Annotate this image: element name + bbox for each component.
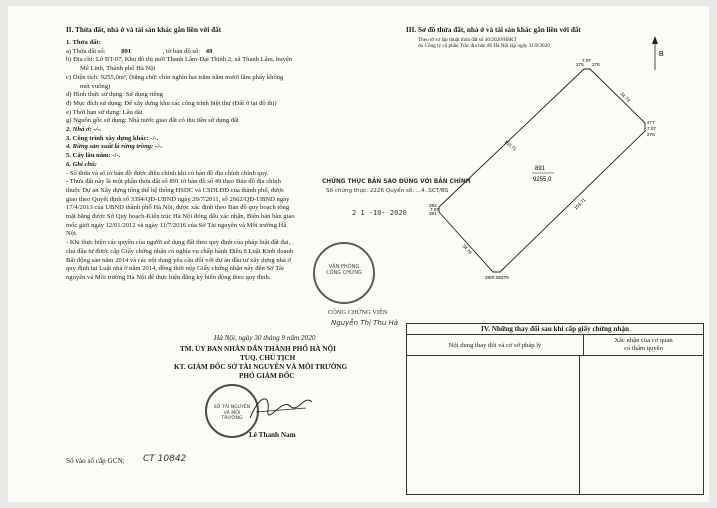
origin: g) Nguồn gốc sử dụng: Nhà nước giao đất có thu tiền sử dụng đất: [66, 117, 239, 125]
sign-org1: TM. ỦY BAN NHÂN DÂN THÀNH PHỐ HÀ NỘI: [180, 345, 336, 353]
pt-278: 278: [647, 132, 655, 137]
signature-scribble: [246, 388, 316, 428]
sign-org3: KT. GIÁM ĐỐC SỞ TÀI NGUYÊN VÀ MÔI TRƯỜNG: [174, 363, 348, 371]
building: 3. Công trình xây dựng khác: -/-.: [66, 134, 159, 142]
note-8: - Khi thực hiện các quyền của người sử dụng đất theo quy định của pháp luật đất đai,: [66, 239, 291, 247]
note-2: thuộc Dự án Xây dựng tổng thể hệ thống HSDC và CSDLĐĐ của thành phố, được: [66, 186, 285, 194]
area-line2: mét vuông): [80, 82, 111, 90]
pt-275: 275: [576, 62, 584, 67]
note-6: mốc giới ngày 12/01/2012 và ngày 11/7/2016 của Sở Tài nguyên và Môi trường Hà: [66, 221, 287, 229]
dim-se-long: 153.71: [573, 197, 587, 211]
area-line1: c) Diện tích: 9255,0m², (bằng chữ: chín nghìn hai trăm năm mươi lăm phẩy không: [66, 73, 284, 81]
parcel-diagram: [408, 32, 708, 294]
col-confirm-line2: có thẩm quyền: [624, 344, 663, 352]
note-11: quy định tại Luật nhà ở năm 2014, đồng thời nộp Giấy chứng nhận này đến Sở Tài: [66, 265, 284, 273]
dim-bottom: 7.08: [492, 275, 501, 280]
signer-name: Lê Thanh Nam: [249, 431, 296, 439]
sheet-no: 49: [205, 47, 213, 55]
sign-org2: TUQ. CHỦ TỊCH: [240, 354, 296, 362]
note-4: 17/4/2013 của UBND thành phố Hà Nội, được xác định theo Bản đồ quy hoạch tổng: [66, 204, 290, 212]
parcel-area-label: 9255,0: [533, 177, 552, 183]
note-3: giao theo Quyết định số 3394/QĐ-UBND ngày 20/7/2011, số 2662/QĐ-UBND ngày: [66, 195, 290, 203]
notary-name: Nguyễn Thị Thu Hà: [331, 319, 399, 327]
house: 2. Nhà ở: -/-.: [66, 126, 102, 134]
pt-277: 277: [647, 120, 655, 125]
dim-sw: 34.79: [461, 243, 473, 256]
copy-stamp-line2: Số chứng thực: 2226 Quyển số: ...4..SCT/BS: [326, 188, 449, 194]
changes-table: [406, 323, 704, 495]
dim-left-short: 7.07: [430, 207, 439, 212]
purpose: đ) Mục đích sử dụng: Để xây dựng khu các công trình biệt thự (Đất ở tại đô thị): [66, 99, 277, 107]
col-content-header: Nội dung thay đổi và cơ sở pháp lý: [407, 335, 584, 355]
parcel-label: a) Thửa đất số:: [66, 47, 106, 55]
address-line1: b) Địa chỉ: Lô BT-07, Khu đô thị mới Thanh Lâm-Đại Thịnh 2, xã Thanh Lâm, huyện: [66, 56, 293, 64]
col-confirm-line1: Xác nhận của cơ quan: [614, 337, 673, 344]
col-confirm-header: [584, 335, 703, 355]
pt-281: 281: [429, 211, 437, 216]
perennial: 5. Cây lâu năm: -/-.: [66, 152, 121, 160]
address-line2: Mê Linh, Thành phố Hà Nội: [80, 65, 156, 73]
section-ii-title: II. Thửa đất, nhà ở và tài sản khác gắn liền với đất: [66, 26, 222, 34]
gcn-label: Số vào sổ cấp GCN:: [66, 457, 125, 465]
basis-line2: do Công ty cổ phần Trắc địa bản đồ Hà Nội lập ngày 31/8/2020: [418, 43, 550, 49]
changes-content-cell: [407, 356, 580, 494]
dim-ne: 34.79: [619, 91, 631, 103]
pt-279: 279: [501, 275, 509, 280]
parcel-number-label: 891: [535, 166, 546, 172]
section-iv-title: IV. Những thay đổi sau khi cấp giấy chứng nhận: [407, 324, 703, 335]
pt-276: 276: [592, 62, 600, 67]
forest: 4. Rừng sản xuất là rừng trồng: -/-.: [66, 143, 163, 151]
note-1: - Thửa đất này là một phần thửa đất số 891 tờ bản đồ số 49 theo Bản đồ địa chính: [66, 178, 281, 186]
land-title: 1. Thửa đất:: [66, 39, 101, 46]
parcel-row: [66, 48, 396, 57]
dim-top: 7.07: [582, 58, 591, 63]
note-7: Nội.: [66, 230, 78, 238]
note-10: Bất động sản năm 2014 và các nội dung yêu cầu đối với dự án đầu tư xây dựng nhà ở: [66, 256, 291, 264]
pt-280: 280: [485, 275, 493, 280]
changes-confirm-cell: [580, 356, 703, 494]
section-iii-title: III. Sơ đồ thửa đất, nhà ở và tài sản khác gắn liền với đất: [406, 26, 581, 34]
north-label: B: [659, 51, 664, 58]
notary-seal: [313, 242, 375, 304]
sign-title: PHÓ GIÁM ĐỐC: [239, 372, 295, 380]
note-9: chủ đầu tư được cấp Giấy chứng nhận có nghĩa vụ chấp hành Điều 8 Luật Kinh doanh: [66, 247, 294, 255]
pt-282: 282: [429, 203, 437, 208]
seal-text: SỞ TÀI NGUYÊN VÀ MÔI TRƯỜNG: [213, 405, 251, 421]
gcn-value: CT 10842: [143, 454, 187, 464]
note-12: nguyên và Môi trường Hà Nội để thực hiện đăng ký biến động theo quy định.: [66, 273, 271, 281]
note-5: mặt bằng được Sở Quy hoạch-Kiến trúc Hà Nội đóng dấu xác nhận, Biên bản bàn giao: [66, 213, 295, 221]
changes-table-header: [407, 335, 703, 356]
dim-nw-long: 153.71: [503, 138, 518, 152]
changes-table-body: [407, 356, 703, 494]
notes-title: 6. Ghi chú:: [66, 160, 97, 168]
term: e) Thời hạn sử dụng: Lâu dài: [66, 108, 143, 116]
notary-title: CÔNG CHỨNG VIÊN: [328, 309, 388, 316]
note-0: - Số thửa và số tờ bản đồ được điều chỉnh khi có bản đồ địa chính chính quy.: [66, 169, 269, 177]
certificate-page: [8, 6, 709, 502]
copy-stamp-line1: CHỨNG THỰC BẢN SAO ĐÚNG VỚI BẢN CHÍNH: [322, 179, 471, 185]
use-form: d) Hình thức sử dụng: Sử dụng riêng: [66, 91, 163, 99]
office-stamp: VĂN PHÒNG CÔNG CHỨNG: [326, 264, 362, 276]
basis-line1: Theo tờ sơ lập thuật thửa đất số 40/2020/HSKT: [418, 37, 517, 43]
sheet-label: , tờ bản đồ số:: [162, 47, 201, 55]
north-arrow: [652, 36, 664, 70]
copy-stamp-date: 2 1 -10- 2020: [352, 209, 407, 217]
date-line: Hà Nội, ngày 30 tháng 9 năm 2020: [214, 334, 316, 342]
parcel-no: 891: [121, 47, 132, 55]
dim-right: 7.07: [647, 126, 656, 131]
